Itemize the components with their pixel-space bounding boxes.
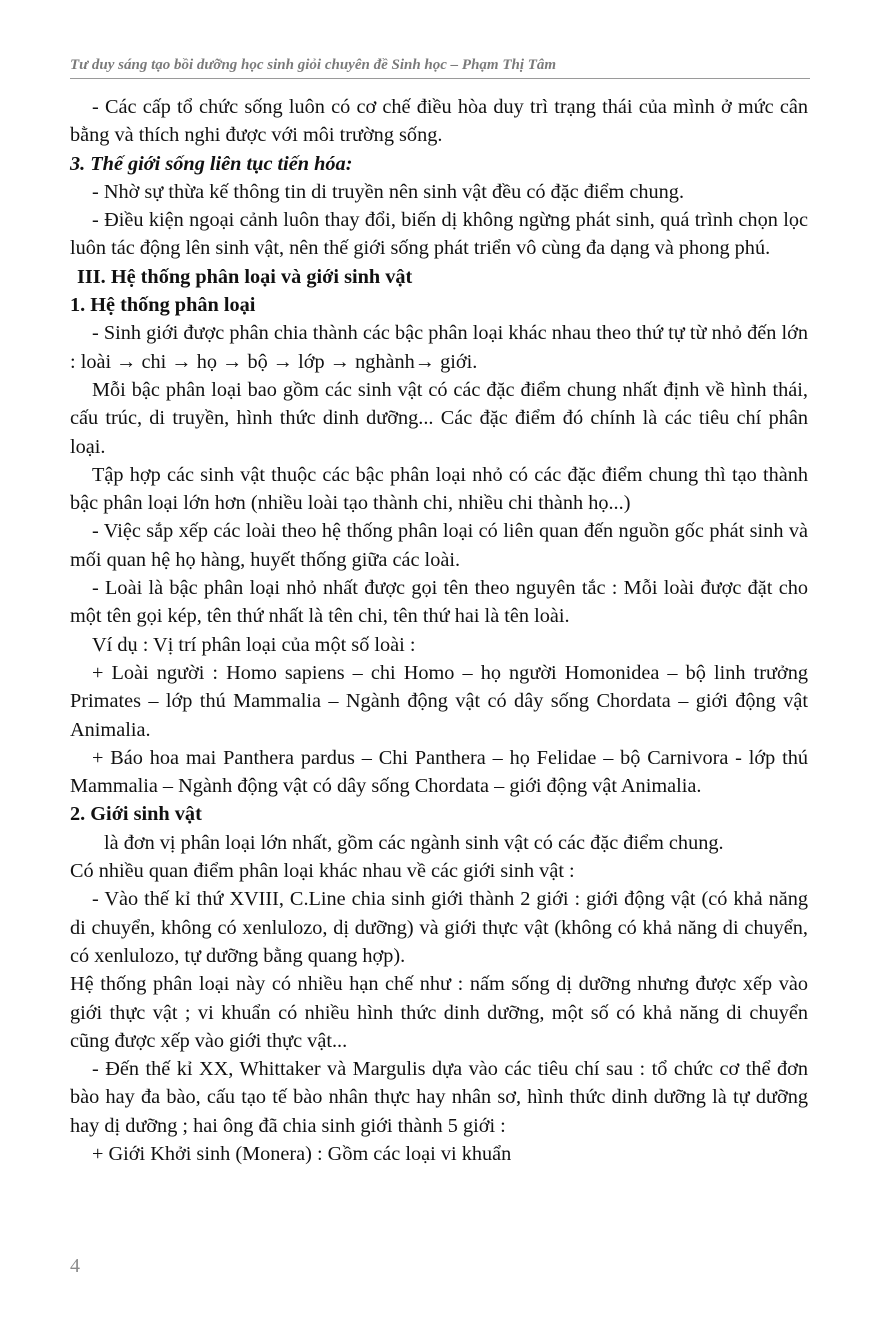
section-heading: 2. Giới sinh vật	[70, 803, 202, 826]
paragraph: Mỗi bậc phân loại bao gồm các sinh vật có các đặc điểm chung nhất định về hình thái, cấu trúc, di truyền, hình thức dinh dưỡng... Các đặc điểm đó chính là các tiêu chí phân loại.	[70, 378, 808, 458]
paragraph: + Loài người : Homo sapiens – chi Homo – họ người Homonidea – bộ linh trưởng Primates – lớp thú Mammalia – Ngành động vật có dây sống Chordata – giới động vật Animalia.	[70, 661, 808, 741]
paragraph: - Đến thế kỉ XX, Whittaker và Margulis dựa vào các tiêu chí sau : tổ chức cơ thể đơn bào hay đa bào, cấu tạo tế bào nhân thực hay nhân sơ, hình thức dinh dưỡng là tự dưỡng hay dị dưỡng ; hai ông đã chia sinh giới thành 5 giới :	[70, 1058, 808, 1137]
paragraph: - Việc sắp xếp các loài theo hệ thống phân loại có liên quan đến nguồn gốc phát sinh và mối quan hệ họ hàng, huyết thống giữa các loài.	[70, 520, 808, 571]
paragraph: Có nhiều quan điểm phân loại khác nhau về các giới sinh vật :	[70, 860, 575, 883]
paragraph: + Báo hoa mai Panthera pardus – Chi Panthera – họ Felidae – bộ Carnivora - lớp thú Mammalia – Ngành động vật có dây sống Chordata – giới động vật Animalia.	[70, 746, 808, 798]
paragraph: Ví dụ : Vị trí phân loại của một số loài :	[92, 633, 416, 656]
paragraph: Tập hợp các sinh vật thuộc các bậc phân loại nhỏ có các đặc điểm chung thì tạo thành bậc phân loại lớn hơn (nhiều loài tạo thành chi, nhiều chi thành họ...)	[70, 463, 808, 515]
paragraph: Hệ thống phân loại này có nhiều hạn chế như : nấm sống dị dưỡng nhưng được xếp vào giới thực vật ; vi khuẩn có nhiều hình thức dinh dưỡng, một số có khả năng di chuyển cũng được xếp vào giới thực vật...	[70, 973, 808, 1052]
document-body	[70, 93, 808, 1168]
page-number: 4	[70, 1255, 80, 1277]
paragraph: + Giới Khởi sinh (Monera) : Gồm các loại vi khuẩn	[92, 1142, 512, 1165]
paragraph: - Điều kiện ngoại cảnh luôn thay đổi, biến dị không ngừng phát sinh, quá trình chọn lọc luôn tác động lên sinh vật, nên thế giới sống phát triển vô cùng đa dạng và phong phú.	[70, 209, 808, 260]
section-heading: 3. Thế giới sống liên tục tiến hóa:	[70, 152, 353, 175]
paragraph: - Sinh giới được phân chia thành các bậc phân loại khác nhau theo thứ tự từ nhỏ đến lớn : loài → chi → họ → bộ → lớp → nghành→ giới.	[70, 322, 808, 373]
section-heading: 1. Hệ thống phân loại	[70, 294, 256, 317]
running-header: Tư duy sáng tạo bồi dưỡng học sinh giỏi chuyên đề Sinh học – Phạm Thị Tâm	[70, 57, 557, 73]
paragraph: - Nhờ sự thừa kế thông tin di truyền nên sinh vật đều có đặc điểm chung.	[92, 180, 685, 203]
paragraph: là đơn vị phân loại lớn nhất, gồm các ngành sinh vật có các đặc điểm chung.	[104, 831, 724, 854]
paragraph: - Vào thế kỉ thứ XVIII, C.Line chia sinh giới thành 2 giới : giới động vật (có khả năng di chuyển, không có xenlulozo, dị dưỡng) và giới thực vật (không có khả năng di chuyển, có xenlulozo, tự dưỡng bằng quang hợp).	[70, 888, 808, 967]
chapter-heading: III. Hệ thống phân loại và giới sinh vật	[77, 265, 413, 288]
header-divider	[70, 78, 810, 79]
paragraph: - Loài là bậc phân loại nhỏ nhất được gọi tên theo nguyên tắc : Mỗi loài được đặt cho một tên gọi kép, tên thứ nhất là tên chi, tên thứ hai là tên loài.	[70, 577, 808, 628]
paragraph: - Các cấp tổ chức sống luôn có cơ chế điều hòa duy trì trạng thái của mình ở mức cân bằng và thích nghi được với môi trường sống.	[70, 96, 808, 147]
